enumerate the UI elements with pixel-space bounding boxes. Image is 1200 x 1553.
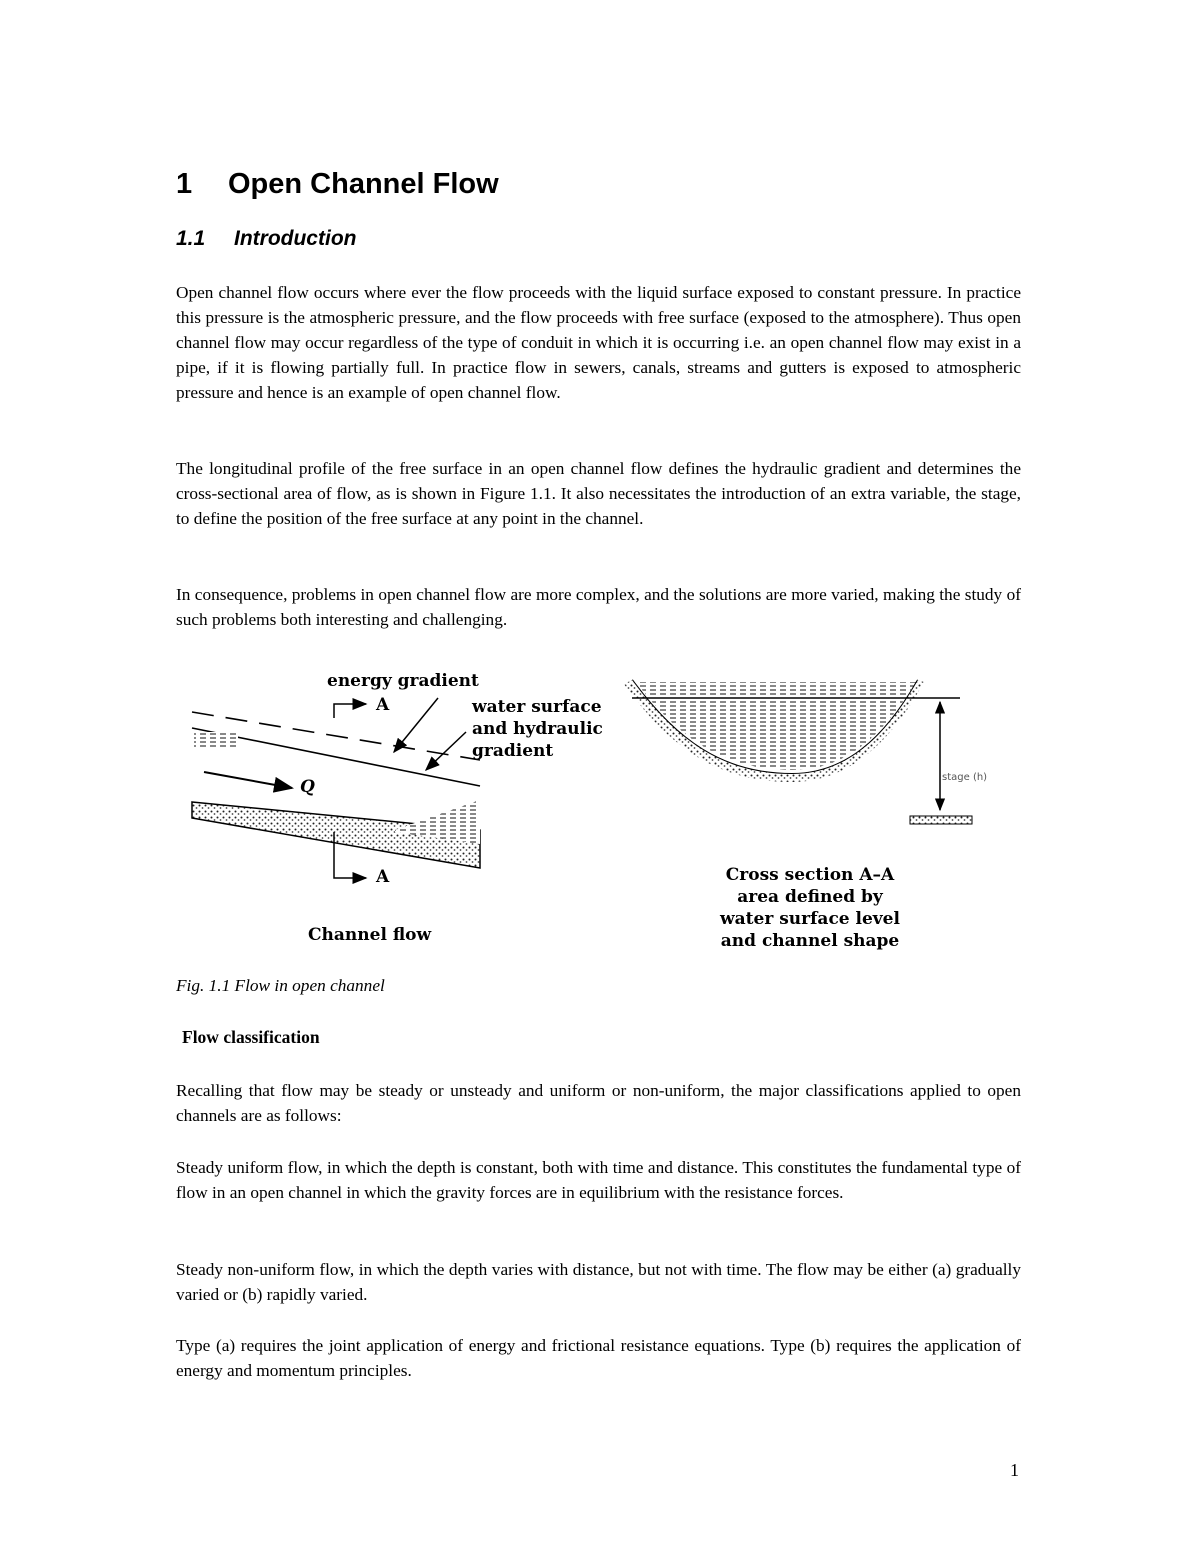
flow-classification-heading: Flow classification [182, 1027, 320, 1047]
classification-paragraph-2: Steady uniform flow, in which the depth is constant, both with time and distance. This constitutes the fundamental type of flow in an open channel in which the gravity forces are in equilibrium with the resistance forces. [176, 1158, 1021, 1202]
flow-arrow [204, 772, 292, 788]
classification-paragraph-1: Recalling that flow may be steady or unsteady and uniform or non-uniform, the major classifications applied to open channels are as follows: [176, 1081, 1021, 1125]
channel-profile [192, 698, 480, 878]
section-marker-top [334, 704, 366, 718]
channel-flow-label: Channel flow [308, 925, 432, 945]
intro-paragraph-2: The longitudinal profile of the free surface in an open channel flow defines the hydraulic gradient and determines the cross-sectional area of flow, as is shown in Figure 1.1. It also necessitates the introduction of an extra variable, the stage, to define the position of the free surface at any point in the channel. [176, 459, 1021, 528]
section-a-top-label: A [376, 695, 390, 715]
cross-section-label-2: area defined by [737, 887, 883, 907]
water-surface-pointer [426, 732, 466, 770]
chapter-heading [176, 164, 499, 204]
upstream-water-hatch [194, 732, 238, 748]
chapter-number: 1 [176, 168, 193, 200]
section-heading [176, 224, 356, 254]
section-title: Introduction [234, 227, 357, 250]
classification-paragraph-4: Type (a) requires the joint application of energy and frictional resistance equations. Type (b) requires the application of energy and momentum principles. [176, 1336, 1021, 1380]
cross-section-water [636, 682, 916, 770]
chapter-title: Open Channel Flow [228, 168, 499, 200]
intro-paragraph-1: Open channel flow occurs where ever the flow proceeds with the liquid surface exposed to constant pressure. In practice this pressure is the atmospheric pressure, and the flow proceeds with free surface (exposed to the atmosphere). Thus open channel flow may occur regardless of the type of conduit in which it is occurring i.e. an open channel flow may exist in a pipe, if it is flowing partially full. In practice flow in sewers, canals, streams and gutters is exposed to atmospheric pressure and hence is an example of open channel flow. [176, 283, 1021, 402]
water-surface-label-2: and hydraulic [472, 719, 603, 739]
water-surface-label-1: water surface [472, 697, 602, 717]
water-surface-label-3: gradient [472, 741, 554, 761]
intro-paragraph-3: In consequence, problems in open channel flow are more complex, and the solutions are more varied, making the study of such problems both interesting and challenging. [176, 585, 1021, 629]
datum-base [910, 816, 972, 824]
cross-section-label-4: and channel shape [720, 931, 900, 951]
section-number: 1.1 [176, 227, 206, 250]
energy-gradient-pointer [394, 698, 438, 752]
section-a-bottom-label: A [376, 867, 390, 887]
cross-section [624, 680, 972, 824]
energy-gradient-label: energy gradient [327, 671, 479, 691]
stage-label: stage (h) [942, 772, 988, 783]
figure-caption: Fig. 1.1 Flow in open channel [176, 976, 385, 995]
flow-q-label: Q [300, 777, 315, 797]
cross-section-label-3: water surface level [720, 909, 900, 929]
figure-open-channel-flow [180, 660, 1000, 960]
classification-paragraph-3: Steady non-uniform flow, in which the depth varies with distance, but not with time. The flow may be either (a) gradually varied or (b) rapidly varied. [176, 1260, 1021, 1304]
cross-section-label-1: Cross section A–A [725, 865, 895, 885]
page-number: 1 [1010, 1460, 1019, 1480]
